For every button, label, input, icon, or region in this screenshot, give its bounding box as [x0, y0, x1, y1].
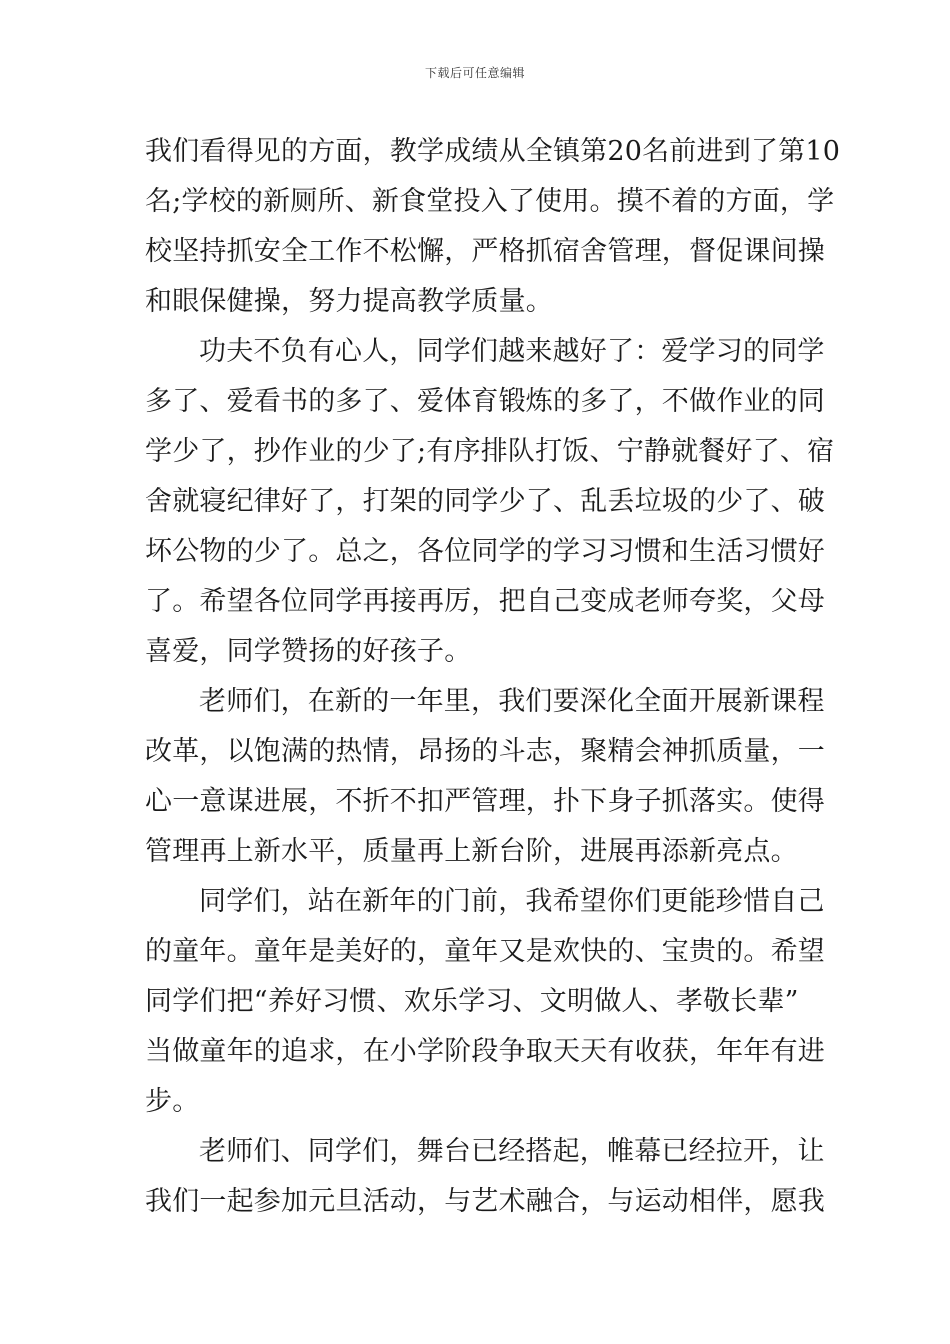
- paragraph-1: [145, 127, 841, 327]
- text-line: 坏公物的少了。总之，各位同学的学习习惯和生活习惯好: [145, 536, 825, 567]
- text-line: 同学们把“养好习惯、欢乐学习、文明做人、孝敬长辈”: [145, 986, 799, 1017]
- paragraph-5: [145, 1127, 825, 1227]
- text-line: 学少了，抄作业的少了;有序排队打饭、宁静就餐好了、宿: [145, 436, 835, 467]
- text-line: 改革，以饱满的热情，昂扬的斗志，聚精会神抓质量，一: [145, 736, 825, 767]
- text-line: 功夫不负有心人，同学们越来越好了：爱学习的同学: [199, 336, 825, 367]
- text-line: 老师们，在新的一年里，我们要深化全面开展新课程: [199, 686, 825, 717]
- text-line: 的童年。童年是美好的，童年又是欢快的、宝贵的。希望: [145, 936, 825, 967]
- text-line: 我们一起参加元旦活动，与艺术融合，与运动相伴，愿我: [145, 1186, 825, 1217]
- text-line: 多了、爱看书的多了、爱体育锻炼的多了，不做作业的同: [145, 386, 825, 417]
- paragraph-2: [145, 327, 835, 677]
- text-line: 管理再上新水平，质量再上新台阶，进展再添新亮点。: [145, 836, 798, 867]
- text-line: 了。希望各位同学再接再厉，把自己变成老师夸奖，父母: [145, 586, 825, 617]
- text-line: 舍就寝纪律好了，打架的同学少了、乱丢垃圾的少了、破: [145, 486, 825, 517]
- text-line: 同学们，站在新年的门前，我希望你们更能珍惜自己: [199, 886, 825, 917]
- text-line: 老师们、同学们，舞台已经搭起，帷幕已经拉开，让: [199, 1136, 825, 1167]
- text-line: 和眼保健操，努力提高教学质量。: [145, 286, 553, 317]
- paragraph-4: [145, 877, 825, 1127]
- header-note: 下载后可任意编辑: [424, 66, 525, 80]
- text-line: 喜爱，同学赞扬的好孩子。: [145, 636, 472, 667]
- text-line: 名;学校的新厕所、新食堂投入了使用。摸不着的方面，学: [145, 186, 835, 217]
- text-line: 心一意谋进展，不折不扣严管理，扑下身子抓落实。使得: [145, 786, 825, 817]
- paragraph-3: [145, 677, 825, 877]
- body-text: [145, 127, 841, 1227]
- text-line: 步。: [145, 1086, 200, 1117]
- text-line: 当做童年的追求，在小学阶段争取天天有收获，年年有进: [145, 1036, 825, 1067]
- text-line: 校坚持抓安全工作不松懈，严格抓宿舍管理，督促课间操: [145, 236, 825, 267]
- text-line: 我们看得见的方面，教学成绩从全镇第20名前进到了第10: [145, 136, 841, 167]
